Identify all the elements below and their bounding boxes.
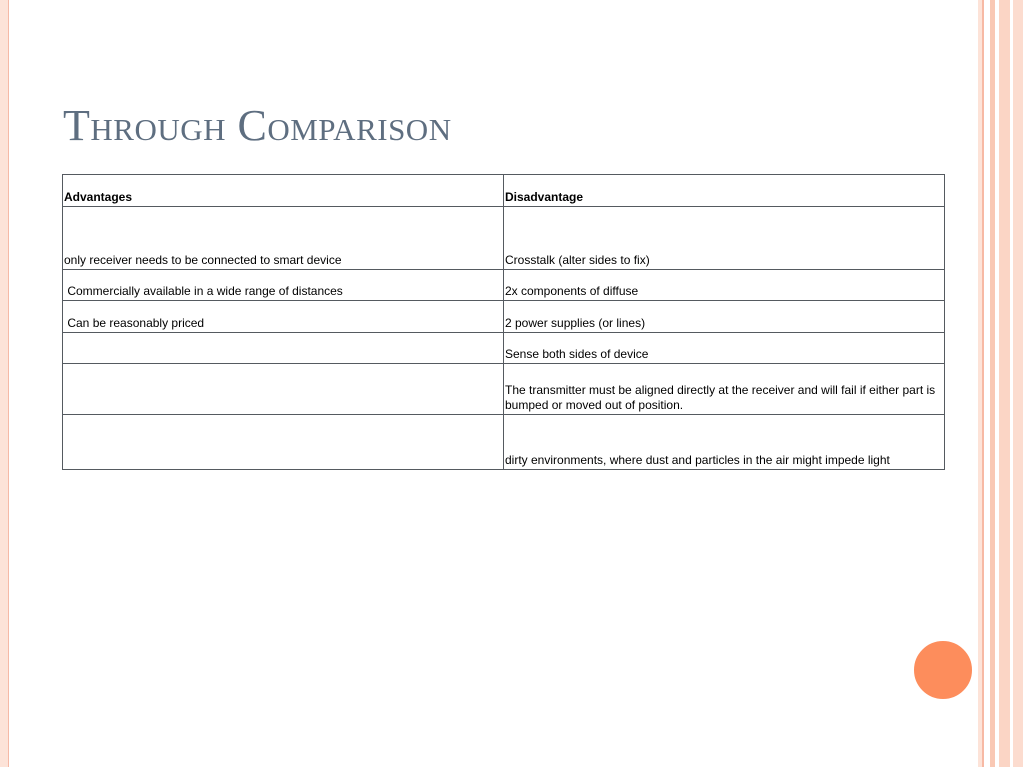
disadvantage-cell: The transmitter must be aligned directly at the receiver and will fail if either part is bumped or moved out of position. xyxy=(504,364,945,415)
left-decorative-border xyxy=(0,0,9,767)
advantage-cell xyxy=(63,364,504,415)
table-row xyxy=(63,270,945,301)
disadvantage-cell: dirty environments, where dust and particles in the air might impede light xyxy=(504,415,945,470)
table-row xyxy=(63,333,945,364)
header-disadvantage: Disadvantage xyxy=(504,175,945,207)
advantage-cell xyxy=(63,333,504,364)
table-row xyxy=(63,207,945,270)
disadvantage-cell: Crosstalk (alter sides to fix) xyxy=(504,207,945,270)
disadvantage-cell: 2 power supplies (or lines) xyxy=(504,301,945,333)
advantage-cell: only receiver needs to be connected to smart device xyxy=(63,207,504,270)
table-row xyxy=(63,364,945,415)
right-stripe-6 xyxy=(999,0,1010,767)
header-advantages: Advantages xyxy=(63,175,504,207)
disadvantage-cell: Sense both sides of device xyxy=(504,333,945,364)
table-header-row xyxy=(63,175,945,207)
right-stripe-8 xyxy=(1013,0,1023,767)
table-row xyxy=(63,301,945,333)
decorative-circle xyxy=(912,639,974,701)
advantage-cell xyxy=(63,415,504,470)
slide-title: Through Comparison xyxy=(63,101,452,150)
comparison-table xyxy=(62,174,945,470)
advantage-cell: Commercially available in a wide range of distances xyxy=(63,270,504,301)
advantage-cell: Can be reasonably priced xyxy=(63,301,504,333)
table-row xyxy=(63,415,945,470)
disadvantage-cell: 2x components of diffuse xyxy=(504,270,945,301)
